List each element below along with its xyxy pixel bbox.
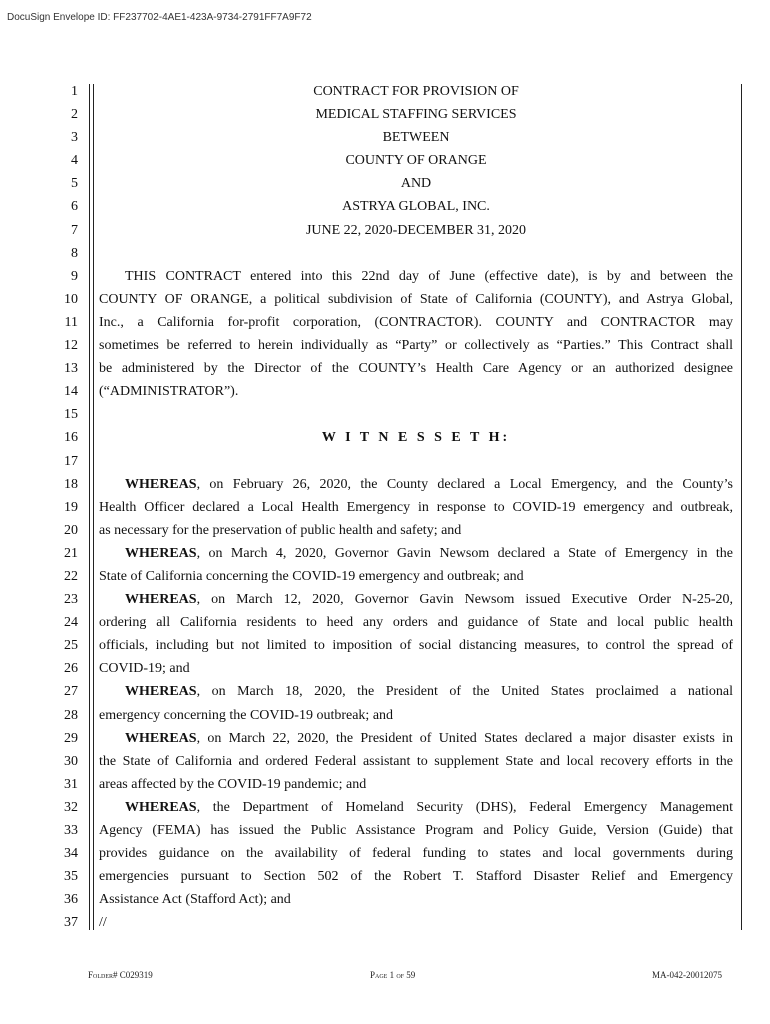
right-margin-rule xyxy=(741,84,742,930)
intro-line: be administered by the Director of the COUNTY’s Health Care Agency or an authorized designee xyxy=(99,361,733,377)
left-margin-rule-inner xyxy=(93,84,94,930)
line-number: 16 xyxy=(64,430,78,446)
line-number: 20 xyxy=(64,522,78,538)
line-number: 9 xyxy=(71,268,78,284)
whereas-label: WHEREAS xyxy=(125,799,197,815)
whereas-label: WHEREAS xyxy=(125,730,197,746)
intro-line: Inc., a California for-profit corporation, (CONTRACTOR). COUNTY and CONTRACTOR may xyxy=(99,314,733,330)
contract-title-line-5: AND xyxy=(400,176,432,192)
line-number: 36 xyxy=(64,892,78,908)
recital-line: emergency concerning the COVID-19 outbreak; and xyxy=(99,707,394,723)
line-number: 13 xyxy=(64,361,78,377)
recital-first-line: WHEREAS, on February 26, 2020, the County declared a Local Emergency, and the County’s xyxy=(125,476,733,492)
line-number: 10 xyxy=(64,291,78,307)
contract-title-line-4: COUNTY OF ORANGE xyxy=(345,153,487,169)
recital-line: Agency (FEMA) has issued the Public Assistance Program and Policy Guide, Version (Guide) that xyxy=(99,823,733,838)
line-number: 2 xyxy=(71,107,78,123)
line-numbers xyxy=(50,80,78,934)
footer-document-id: MA-042-20012075 xyxy=(652,970,722,980)
recital-line: Health Officer declared a Local Health Emergency in response to COVID-19 emergency and outbreak, xyxy=(99,499,733,515)
line-number: 11 xyxy=(64,314,78,330)
line-number: 24 xyxy=(64,615,78,631)
line-number: 34 xyxy=(64,846,78,862)
recital-line: the State of California and ordered Federal assistant to supplement State and local recovery efforts in the xyxy=(99,753,733,769)
line-number: 6 xyxy=(71,199,78,215)
line-number: 33 xyxy=(64,823,78,838)
continuation-marker: // xyxy=(99,915,107,931)
recital-first-line: WHEREAS, on March 12, 2020, Governor Gavin Newsom issued Executive Order N-25-20, xyxy=(125,592,733,608)
line-number: 14 xyxy=(64,384,78,400)
intro-line: COUNTY OF ORANGE, a political subdivision of State of California (COUNTY), and Astrya Global, xyxy=(99,291,733,307)
recital-line: ordering all California residents to heed any orders and guidance of State and local public health xyxy=(99,615,733,631)
recital-line: COVID-19; and xyxy=(99,661,190,677)
contract-title-line-3: BETWEEN xyxy=(382,130,450,146)
footer-folder-number: Folder# C029319 xyxy=(88,970,153,980)
line-number: 27 xyxy=(64,684,78,700)
witnesseth-heading: W I T N E S S E T H: xyxy=(321,430,511,446)
recital-line: officials, including but not limited to imposition of social distancing measures, to control the spread of xyxy=(99,638,733,654)
recital-line: Assistance Act (Stafford Act); and xyxy=(99,892,291,908)
recital-line: State of California concerning the COVID-19 emergency and outbreak; and xyxy=(99,568,524,584)
line-number: 15 xyxy=(64,407,78,423)
line-number: 12 xyxy=(64,338,78,354)
recital-first-line: WHEREAS, on March 22, 2020, the President of United States declared a major disaster exists in xyxy=(125,730,733,746)
line-number: 18 xyxy=(64,476,78,492)
line-number: 35 xyxy=(64,869,78,885)
recital-line: areas affected by the COVID-19 pandemic; and xyxy=(99,776,367,792)
whereas-label: WHEREAS xyxy=(125,684,197,700)
line-number: 17 xyxy=(64,453,78,469)
intro-line: (“ADMINISTRATOR”). xyxy=(99,384,239,400)
contract-body xyxy=(99,80,733,934)
line-number: 22 xyxy=(64,568,78,584)
contract-title-line-1: CONTRACT FOR PROVISION OF xyxy=(313,84,519,99)
left-margin-rule-outer xyxy=(89,84,90,930)
line-number: 1 xyxy=(71,84,78,99)
intro-line: sometimes be referred to herein individually as “Party” or collectively as “Parties.” This Contract shall xyxy=(99,338,733,354)
contract-title-line-2: MEDICAL STAFFING SERVICES xyxy=(315,107,517,123)
blank-line xyxy=(99,403,733,426)
line-number: 23 xyxy=(64,592,78,608)
contract-date-range: JUNE 22, 2020-DECEMBER 31, 2020 xyxy=(305,222,527,238)
blank-line xyxy=(99,242,733,265)
footer-page-number: Page 1 of 59 xyxy=(370,970,416,980)
line-number: 19 xyxy=(64,499,78,515)
recital-first-line: WHEREAS, the Department of Homeland Security (DHS), Federal Emergency Management xyxy=(125,799,733,815)
whereas-label: WHEREAS xyxy=(125,592,197,608)
recital-first-line: WHEREAS, on March 4, 2020, Governor Gavin Newsom declared a State of Emergency in the xyxy=(125,545,733,561)
line-number: 7 xyxy=(71,222,78,238)
recital-line: as necessary for the preservation of public health and safety; and xyxy=(99,522,462,538)
recital-first-line: WHEREAS, on March 18, 2020, the President of the United States proclaimed a national xyxy=(125,684,733,700)
line-number: 28 xyxy=(64,707,78,723)
line-number: 3 xyxy=(71,130,78,146)
line-number: 8 xyxy=(71,245,78,261)
blank-line xyxy=(99,450,733,473)
line-number: 26 xyxy=(64,661,78,677)
docusign-envelope-id: DocuSign Envelope ID: FF237702-4AE1-423A-9734-2791FF7A9F72 xyxy=(7,12,312,23)
whereas-label: WHEREAS xyxy=(125,476,197,492)
line-number: 5 xyxy=(71,176,78,192)
line-number: 25 xyxy=(64,638,78,654)
intro-line: THIS CONTRACT entered into this 22nd day of June (effective date), is by and between the xyxy=(125,268,733,284)
line-number: 37 xyxy=(64,915,78,931)
contract-title-line-6: ASTRYA GLOBAL, INC. xyxy=(342,199,490,215)
line-number: 4 xyxy=(71,153,78,169)
whereas-label: WHEREAS xyxy=(125,545,197,561)
line-number: 31 xyxy=(64,776,78,792)
recital-line: provides guidance on the availability of federal funding to states and local governments during xyxy=(99,846,733,862)
line-number: 30 xyxy=(64,753,78,769)
line-number: 21 xyxy=(64,545,78,561)
line-number: 32 xyxy=(64,799,78,815)
recital-line: emergencies pursuant to Section 502 of the Robert T. Stafford Disaster Relief and Emergency xyxy=(99,869,733,885)
line-number: 29 xyxy=(64,730,78,746)
